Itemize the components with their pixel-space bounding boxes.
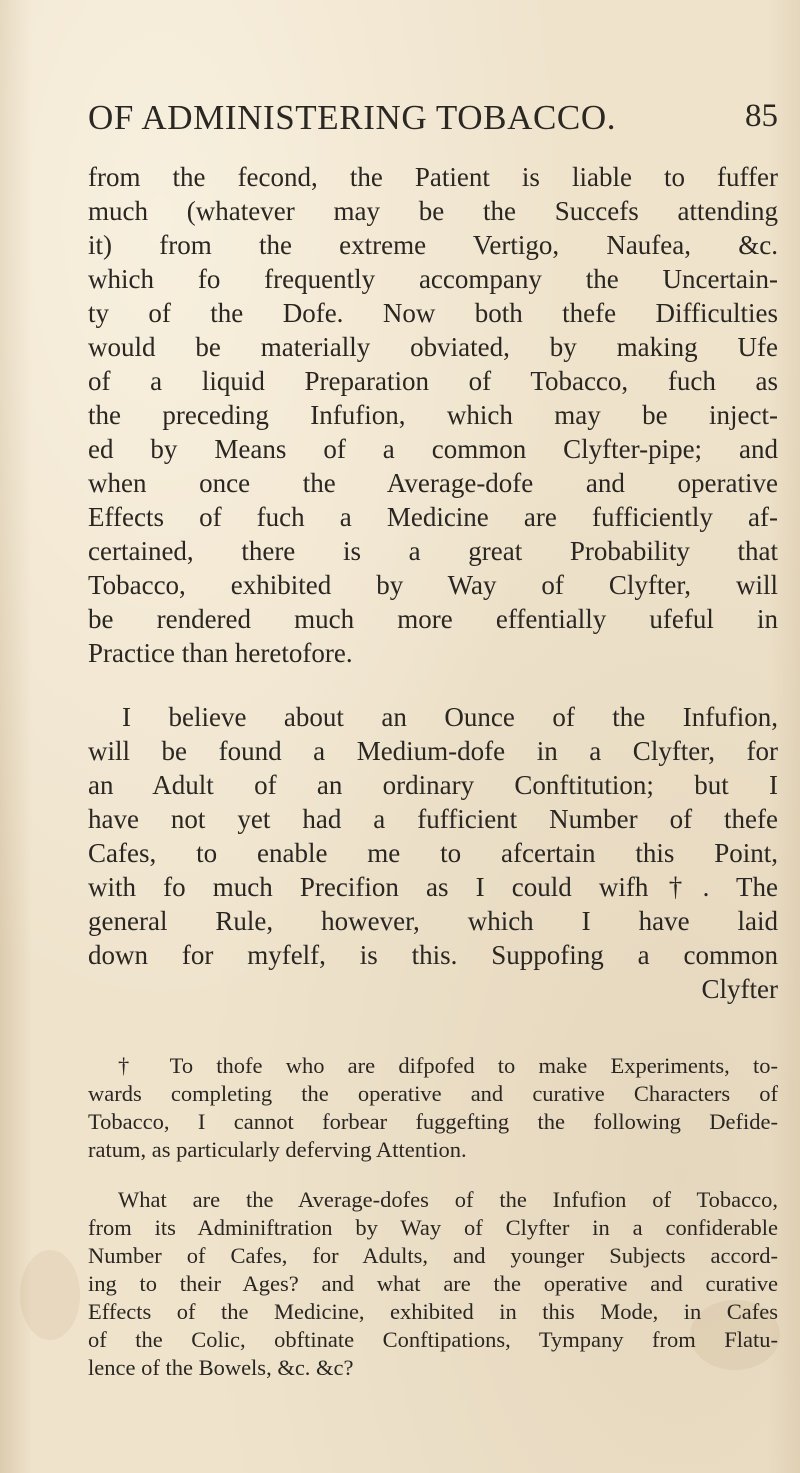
catchword: Clyfter (701, 974, 778, 1004)
text-line: I believe about an Ounce of the Infufion, (122, 702, 778, 732)
text-line: ed by Means of a common Clyfter-pipe; and (88, 434, 778, 464)
text-line: Cafes, to enable me to afcertain this Point, (88, 838, 778, 868)
page-number: 85 (745, 98, 778, 134)
text-line: have not yet had a fufficient Number of thefe (88, 804, 778, 834)
text-line: it) from the extreme Vertigo, Naufea, &c. (88, 230, 778, 260)
text-line: down for myfelf, is this. Suppofing a common (88, 940, 778, 970)
footnote-line: Number of Cafes, for Adults, and younger Subjects accord- (88, 1243, 778, 1268)
footnote-line: † To thofe who are difpofed to make Experiments, to- (118, 1053, 778, 1078)
footnote-line: Tobacco, I cannot forbear fuggefting the following Defide- (88, 1109, 778, 1134)
text-line: the preceding Infufion, which may be inject- (88, 400, 778, 430)
footnote-line: Effects of the Medicine, exhibited in this Mode, in Cafes (88, 1299, 778, 1324)
text-line: with fo much Precifion as I could wifh†. The (88, 872, 778, 902)
text-line: ty of the Dofe. Now both thefe Difficulties (88, 298, 778, 328)
footnote-line: from its Adminiftration by Way of Clyfter in a confiderable (88, 1215, 778, 1240)
text-line: will be found a Medium-dofe in a Clyfter, for (88, 736, 778, 766)
text-line: when once the Average-dofe and operative (88, 468, 778, 498)
footnote-line: of the Colic, obftinate Conftipations, Tympany from Flatu- (88, 1327, 778, 1352)
text-line: an Adult of an ordinary Conftitution; but I (88, 770, 778, 800)
text-line: general Rule, however, which I have laid (88, 906, 778, 936)
text-line: Effects of fuch a Medicine are fufficiently af- (88, 502, 778, 532)
text-line: Tobacco, exhibited by Way of Clyfter, will (88, 570, 778, 600)
text-line: Practice than heretofore. (88, 638, 353, 668)
text-line: of a liquid Preparation of Tobacco, fuch as (88, 366, 778, 396)
footnote-line: ratum, as particularly deferving Attention. (88, 1137, 467, 1162)
text-line: much (whatever may be the Succefs attending (88, 196, 778, 226)
footnote-line: wards completing the operative and curative Characters of (88, 1081, 778, 1106)
running-title: OF ADMINISTERING TOBACCO. (88, 98, 617, 137)
footnote-line: lence of the Bowels, &c. &c? (88, 1355, 354, 1380)
text-line: which fo frequently accompany the Uncertain- (88, 264, 778, 294)
text-line: would be materially obviated, by making Ufe (88, 332, 778, 362)
text-line: from the fecond, the Patient is liable to fuffer (88, 162, 778, 192)
text-line: certained, there is a great Probability that (88, 536, 778, 566)
footnote-line: What are the Average-dofes of the Infufion of Tobacco, (118, 1187, 778, 1212)
footnote-line: ing to their Ages? and what are the operative and curative (88, 1271, 778, 1296)
text-line: be rendered much more effentially ufeful in (88, 604, 778, 634)
